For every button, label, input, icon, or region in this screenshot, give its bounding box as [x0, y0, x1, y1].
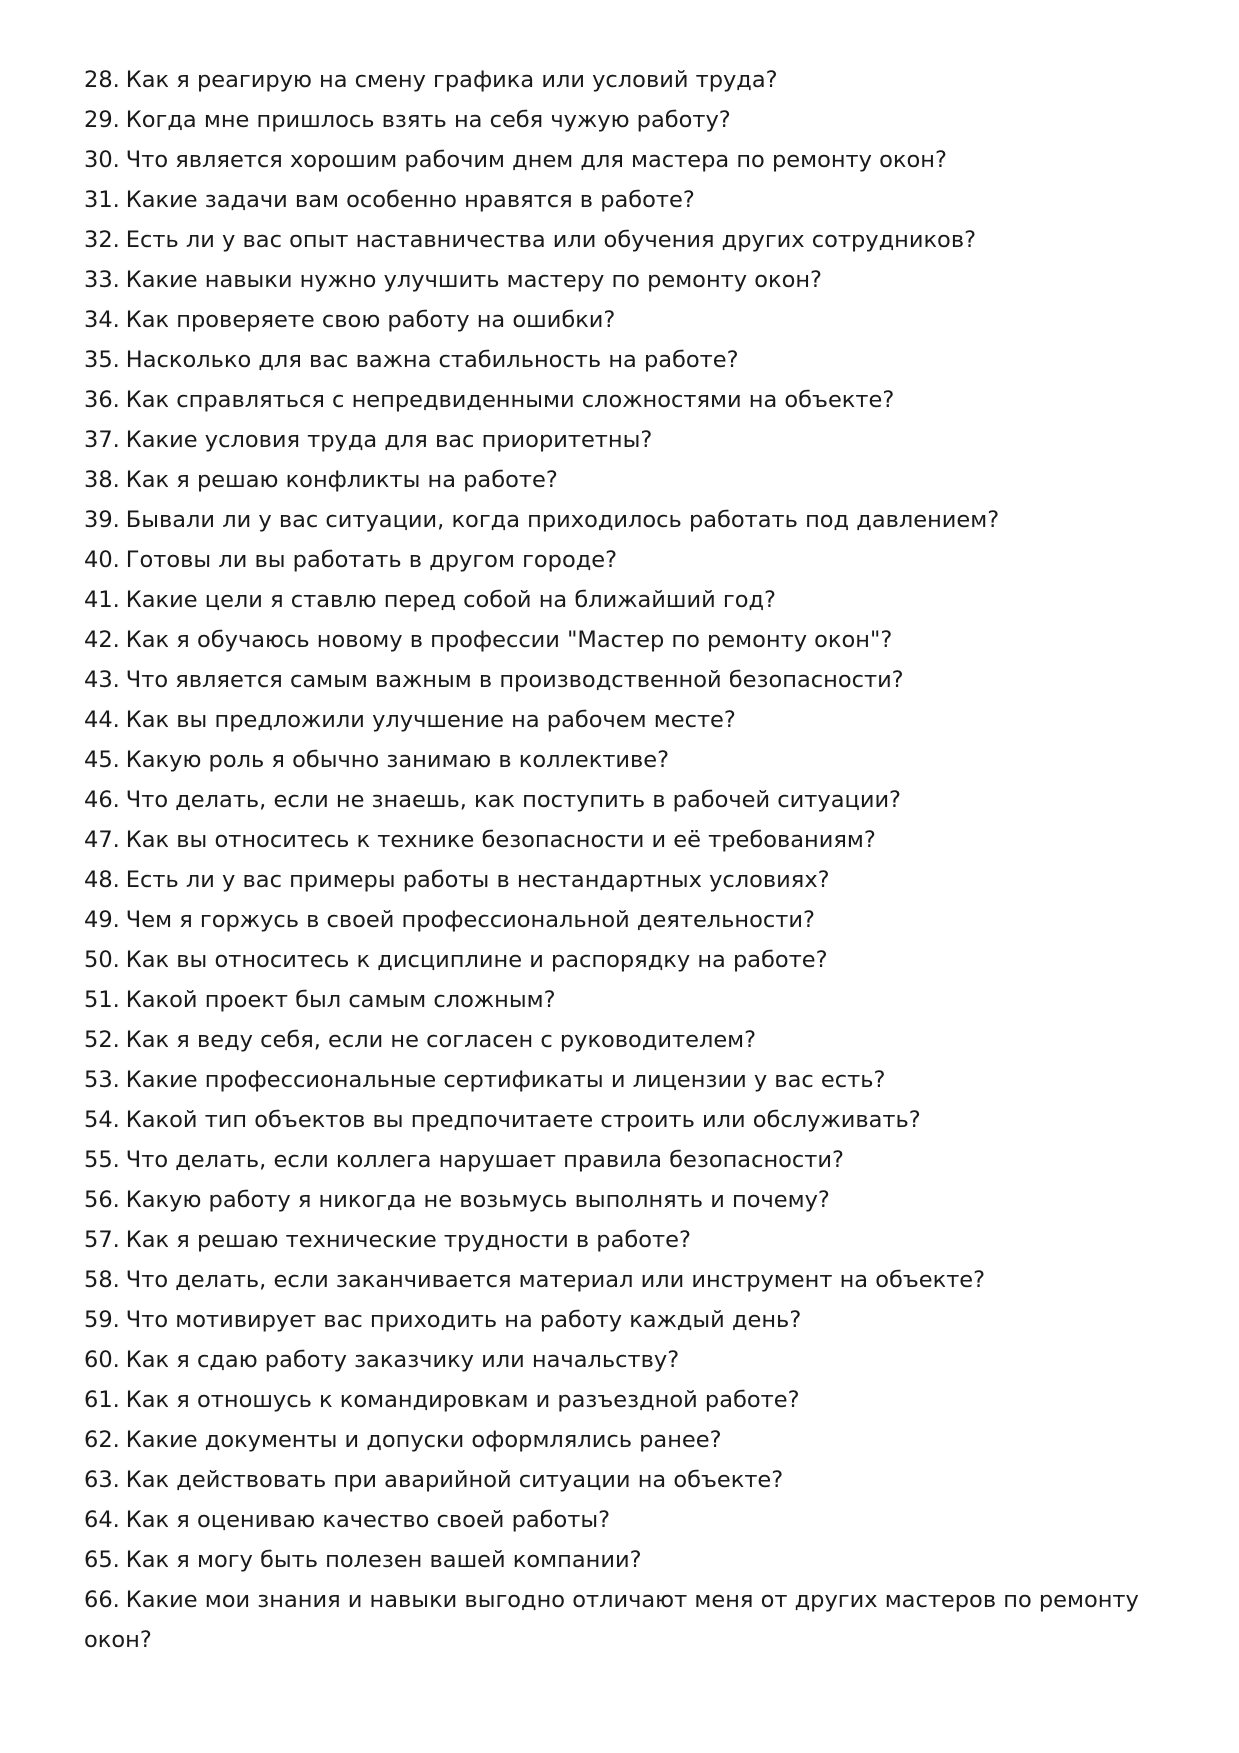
question-text: Как вы относитесь к дисциплине и распорядку на работе?	[125, 947, 828, 973]
question-item	[84, 980, 1144, 1020]
question-number: 34.	[84, 307, 120, 333]
question-text: Какие мои знания и навыки выгодно отличают меня от других мастеров по ремонту окон?	[84, 1587, 1139, 1653]
question-item	[84, 460, 1144, 500]
question-text: Есть ли у вас примеры работы в нестандартных условиях?	[125, 867, 830, 893]
question-text: Какие задачи вам особенно нравятся в работе?	[125, 187, 695, 213]
question-text: Как я реагирую на смену графика или условий труда?	[125, 67, 778, 93]
question-text: Что делать, если коллега нарушает правила безопасности?	[125, 1147, 844, 1173]
question-number: 37.	[84, 427, 120, 453]
question-number: 38.	[84, 467, 120, 493]
question-text: Как я могу быть полезен вашей компании?	[125, 1547, 642, 1573]
question-number: 35.	[84, 347, 120, 373]
question-item	[84, 1460, 1144, 1500]
question-item	[84, 1260, 1144, 1300]
question-number: 36.	[84, 387, 120, 413]
question-text: Есть ли у вас опыт наставничества или обучения других сотрудников?	[125, 227, 977, 253]
question-item	[84, 60, 1144, 100]
question-number: 45.	[84, 747, 120, 773]
question-item	[84, 580, 1144, 620]
question-number: 39.	[84, 507, 120, 533]
question-item	[84, 940, 1144, 980]
question-item	[84, 1380, 1144, 1420]
question-number: 40.	[84, 547, 120, 573]
question-item	[84, 380, 1144, 420]
question-text: Как справляться с непредвиденными сложностями на объекте?	[125, 387, 895, 413]
question-text: Что мотивирует вас приходить на работу каждый день?	[125, 1307, 802, 1333]
question-text: Что является хорошим рабочим днем для мастера по ремонту окон?	[125, 147, 947, 173]
question-item	[84, 140, 1144, 180]
question-number: 61.	[84, 1387, 120, 1413]
question-number: 64.	[84, 1507, 120, 1533]
question-text: Насколько для вас важна стабильность на работе?	[125, 347, 739, 373]
question-number: 65.	[84, 1547, 120, 1573]
question-item	[84, 420, 1144, 460]
question-item	[84, 820, 1144, 860]
question-text: Как я решаю конфликты на работе?	[125, 467, 558, 493]
question-number: 42.	[84, 627, 120, 653]
question-text: Что делать, если не знаешь, как поступить в рабочей ситуации?	[125, 787, 902, 813]
question-item	[84, 1540, 1144, 1580]
question-number: 46.	[84, 787, 120, 813]
question-number: 51.	[84, 987, 120, 1013]
question-text: Бывали ли у вас ситуации, когда приходилось работать под давлением?	[125, 507, 1000, 533]
question-number: 48.	[84, 867, 120, 893]
question-number: 33.	[84, 267, 120, 293]
question-number: 55.	[84, 1147, 120, 1173]
question-number: 59.	[84, 1307, 120, 1333]
question-number: 44.	[84, 707, 120, 733]
question-text: Как я сдаю работу заказчику или начальству?	[125, 1347, 680, 1373]
question-number: 60.	[84, 1347, 120, 1373]
question-text: Когда мне пришлось взять на себя чужую работу?	[125, 107, 731, 133]
question-number: 29.	[84, 107, 120, 133]
question-number: 62.	[84, 1427, 120, 1453]
question-item	[84, 860, 1144, 900]
question-text: Какие документы и допуски оформлялись ранее?	[125, 1427, 722, 1453]
question-item	[84, 500, 1144, 540]
question-number: 56.	[84, 1187, 120, 1213]
question-item	[84, 1220, 1144, 1260]
question-number: 63.	[84, 1467, 120, 1493]
question-text: Какую работу я никогда не возьмусь выполнять и почему?	[125, 1187, 830, 1213]
question-item	[84, 700, 1144, 740]
question-item	[84, 540, 1144, 580]
question-text: Какие цели я ставлю перед собой на ближайший год?	[125, 587, 776, 613]
question-item	[84, 1300, 1144, 1340]
question-number: 41.	[84, 587, 120, 613]
question-text: Как я решаю технические трудности в работе?	[125, 1227, 691, 1253]
question-item	[84, 1500, 1144, 1540]
question-number: 66.	[84, 1587, 120, 1613]
question-item	[84, 220, 1144, 260]
question-item	[84, 660, 1144, 700]
question-item	[84, 100, 1144, 140]
question-item	[84, 1020, 1144, 1060]
question-text: Какие навыки нужно улучшить мастеру по ремонту окон?	[125, 267, 823, 293]
question-number: 50.	[84, 947, 120, 973]
question-item	[84, 180, 1144, 220]
question-text: Какой проект был самым сложным?	[125, 987, 556, 1013]
question-number: 52.	[84, 1027, 120, 1053]
question-number: 49.	[84, 907, 120, 933]
question-text: Как вы предложили улучшение на рабочем месте?	[125, 707, 736, 733]
question-text: Что делать, если заканчивается материал или инструмент на объекте?	[125, 1267, 986, 1293]
question-text: Какие условия труда для вас приоритетны?	[125, 427, 653, 453]
question-number: 47.	[84, 827, 120, 853]
question-number: 53.	[84, 1067, 120, 1093]
question-text: Чем я горжусь в своей профессиональной деятельности?	[125, 907, 815, 933]
question-number: 28.	[84, 67, 120, 93]
question-number: 30.	[84, 147, 120, 173]
question-text: Какой тип объектов вы предпочитаете строить или обслуживать?	[125, 1107, 921, 1133]
question-item	[84, 1140, 1144, 1180]
question-text: Какую роль я обычно занимаю в коллективе?	[125, 747, 670, 773]
question-text: Как я обучаюсь новому в профессии "Мастер по ремонту окон"?	[125, 627, 893, 653]
question-item	[84, 1340, 1144, 1380]
question-item	[84, 300, 1144, 340]
question-item	[84, 1580, 1144, 1660]
question-item	[84, 740, 1144, 780]
question-text: Как вы относитесь к технике безопасности и её требованиям?	[125, 827, 876, 853]
question-item	[84, 1060, 1144, 1100]
question-item	[84, 780, 1144, 820]
question-item	[84, 340, 1144, 380]
question-number: 31.	[84, 187, 120, 213]
question-text: Что является самым важным в производственной безопасности?	[125, 667, 904, 693]
question-number: 43.	[84, 667, 120, 693]
question-item	[84, 260, 1144, 300]
question-number: 32.	[84, 227, 120, 253]
question-item	[84, 1420, 1144, 1460]
question-number: 58.	[84, 1267, 120, 1293]
question-text: Готовы ли вы работать в другом городе?	[125, 547, 618, 573]
question-item	[84, 1180, 1144, 1220]
question-number: 57.	[84, 1227, 120, 1253]
question-text: Как я оцениваю качество своей работы?	[125, 1507, 611, 1533]
question-item	[84, 1100, 1144, 1140]
question-text: Как проверяете свою работу на ошибки?	[125, 307, 616, 333]
question-item	[84, 900, 1144, 940]
question-text: Как действовать при аварийной ситуации на объекте?	[125, 1467, 784, 1493]
question-text: Как я отношусь к командировкам и разъездной работе?	[125, 1387, 800, 1413]
question-number: 54.	[84, 1107, 120, 1133]
question-item	[84, 620, 1144, 660]
question-text: Как я веду себя, если не согласен с руководителем?	[125, 1027, 757, 1053]
question-list	[84, 60, 1144, 1660]
question-text: Какие профессиональные сертификаты и лицензии у вас есть?	[125, 1067, 886, 1093]
